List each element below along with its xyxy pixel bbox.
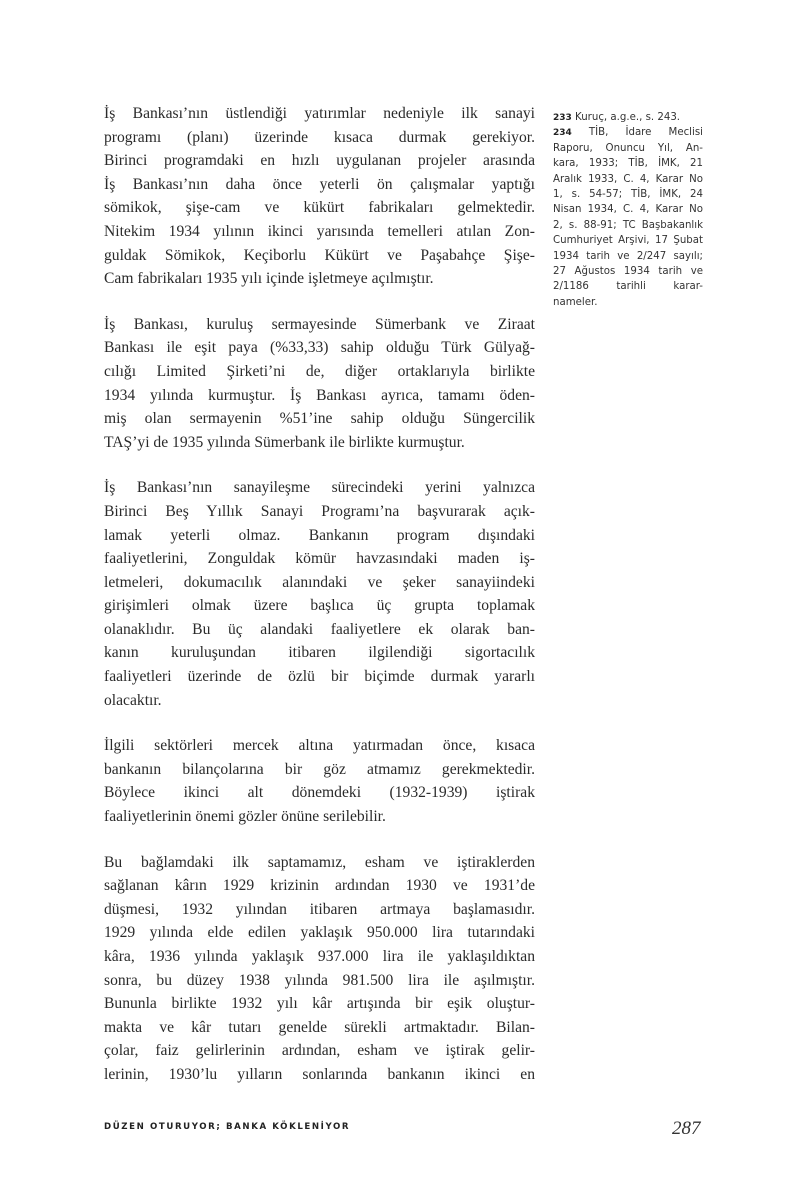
paragraph (104, 476, 535, 712)
text-line (104, 734, 535, 758)
text-line (104, 196, 535, 220)
text-line-content: Cam fabrikaları 1935 yılı içinde işletmeye açılmıştır. (104, 270, 434, 288)
text-line (104, 1016, 535, 1040)
text-line-content: İş Bankası’nın sanayileşme sürecindeki yerini yalnızca (104, 479, 535, 497)
text-line-content: sağlanan kârın 1929 krizinin ardından 1930 ve 1931’de (104, 877, 535, 895)
page-number: 287 (672, 1118, 701, 1139)
text-line (104, 945, 535, 969)
text-line (104, 384, 535, 408)
text-line (104, 665, 535, 689)
text-line-content: olacaktır. (104, 691, 162, 709)
note-text: Cumhuriyet Arşivi, 17 Şubat (553, 235, 703, 247)
text-line-content: İlgili sektörleri mercek altına yatırmadan önce, kısaca (104, 737, 535, 755)
text-line-content: kâra, 1936 yılında yaklaşık 937.000 lira ile yaklaşıldıktan (104, 948, 535, 965)
text-line (104, 781, 535, 805)
text-line-content: faaliyetlerinin önemi gözler önüne serilebilir. (104, 808, 386, 826)
note-line (553, 187, 703, 202)
text-line-content: sömikok, şişe-cam ve kükürt fabrikaları gelmektedir. (104, 199, 535, 217)
text-line-content: faaliyetleri üzerinde de özlü bir biçimde durmak yararlı (104, 668, 535, 686)
text-line-content: faaliyetlerini, Zonguldak kömür havzasındaki maden iş- (104, 550, 535, 568)
text-line-content: girişimleri olmak üzere başlıca üç grupta toplamak (104, 597, 535, 615)
text-line (104, 524, 535, 548)
paragraph (104, 734, 535, 828)
note-line (553, 249, 703, 264)
note-text: 1, s. 54-57; TİB, İMK, 24 (553, 188, 703, 200)
text-line-content: kanın kuruluşundan itibaren ilgilendiği sigortacılık (104, 644, 535, 662)
note-line (553, 295, 703, 310)
text-line (104, 360, 535, 384)
text-line (104, 921, 535, 945)
text-line (104, 1039, 535, 1063)
note-text: 1934 tarih ve 2/247 sayılı; (553, 250, 703, 262)
text-line (104, 898, 535, 922)
note-text: 27 Ağustos 1934 tarih ve (553, 265, 703, 277)
text-line (104, 500, 535, 524)
note-line (553, 156, 703, 171)
text-line-content: Birinci programdaki en hızlı uygulanan projeler arasında (104, 152, 535, 170)
text-line-content: Bankası ile eşit paya (%33,33) sahip olduğu Türk Gülyağ- (104, 339, 535, 357)
note-text: Aralık 1933, C. 4, Karar No (553, 173, 703, 185)
note-text: Kuruç, a.g.e., s. 243. (575, 112, 681, 123)
text-line-content: İş Bankası’nın üstlendiği yatırımlar nedeniyle ilk sanayi (104, 105, 535, 122)
text-line-content: Bununla birlikte 1932 yılı kâr artışında bir eşik oluştur- (104, 995, 535, 1013)
note-line (553, 279, 703, 294)
text-line (104, 173, 535, 197)
sidenotes-column (553, 110, 703, 310)
note-text: nameler. (553, 296, 598, 308)
text-line-content: sonra, bu düzey 1938 yılında 981.500 lira ile aşılmıştır. (104, 971, 535, 989)
text-line (104, 594, 535, 618)
text-line (104, 476, 535, 500)
text-line (104, 149, 535, 173)
text-line (104, 336, 535, 360)
note-text: TİB, İdare Meclisi (588, 127, 703, 139)
text-line (104, 851, 535, 875)
text-line (104, 220, 535, 244)
text-line-content: düşmesi, 1932 yılından itibaren artmaya başlamasıdır. (104, 900, 535, 918)
text-line-content: TAŞ’yi de 1935 yılında Sümerbank ile birlikte kurmuştur. (104, 433, 465, 451)
text-line-content: makta ve kâr tutarı genelde sürekli artmaktadır. Bilan- (104, 1018, 535, 1036)
note-line (553, 218, 703, 233)
note-line (553, 125, 703, 140)
text-line-content: letmeleri, dokumacılık alanındaki ve şeker sanayiindeki (104, 573, 535, 591)
text-line-content: cılığı Limited Şirketi’ni de, diğer ortaklarıyla birlikte (104, 362, 535, 380)
text-line-content: bankanın bilançolarına bir göz atmamız gerekmektedir. (104, 760, 535, 778)
text-line-content: lamak yeterli olmaz. Bankanın program dışındaki (104, 526, 535, 544)
sidenote-234 (553, 125, 703, 310)
note-line (553, 202, 703, 217)
text-line-content: Birinci Beş Yıllık Sanayi Programı’na başvurarak açık- (104, 502, 535, 520)
text-line (104, 641, 535, 665)
text-line-content: olanaklıdır. Bu üç alandaki faaliyetlere ek olarak ban- (104, 620, 535, 638)
note-line-content (553, 110, 703, 126)
text-line (104, 758, 535, 782)
text-line-content: 1934 yılında kurmuştur. İş Bankası ayrıca, tamamı öden- (104, 386, 535, 404)
footnote-number: 234 (553, 128, 572, 139)
footnote-number: 233 (553, 113, 572, 123)
text-line (104, 805, 535, 829)
note-line-content (553, 125, 703, 141)
text-line-content: miş olan sermayenin %51’ine sahip olduğu Süngercilik (104, 410, 535, 428)
main-text-column (104, 102, 535, 1109)
note-text: kara, 1933; TİB, İMK, 21 (553, 158, 703, 170)
text-line (104, 126, 535, 150)
paragraph (104, 313, 535, 455)
text-line-content: İş Bankası’nın daha önce yeterli ön çalışmalar yaptığı (104, 175, 535, 193)
note-text: Nisan 1934, C. 4, Karar No (553, 204, 703, 216)
note-text: Raporu, Onuncu Yıl, An- (553, 142, 703, 154)
text-line (104, 547, 535, 571)
text-line (104, 407, 535, 431)
text-line (104, 992, 535, 1016)
text-line (104, 689, 535, 713)
text-line-content: Nitekim 1934 yılının ikinci yarısında temelleri atılan Zon- (104, 222, 535, 240)
paragraph (104, 851, 535, 1087)
paragraph (104, 102, 535, 291)
note-line (553, 233, 703, 248)
text-line (104, 431, 535, 455)
note-line (553, 172, 703, 187)
text-line-content: lerinin, 1930’lu yılların sonlarında bankanın ikinci en (104, 1065, 535, 1083)
text-line-content: 1929 yılında elde edilen yaklaşık 950.000 lira tutarındaki (104, 924, 535, 942)
text-line (104, 267, 535, 291)
text-line (104, 571, 535, 595)
text-line-content: Böylece ikinci alt dönemdeki (1932-1939) iştirak (104, 784, 535, 802)
text-line (104, 969, 535, 993)
text-line-content: programı (planı) üzerinde kısaca durmak gerekiyor. (104, 128, 535, 146)
sidenote-233 (553, 110, 703, 125)
text-line-content: İş Bankası, kuruluş sermayesinde Sümerbank ve Ziraat (104, 315, 535, 333)
text-line-content: çolar, faiz gelirlerinin ardından, esham ve iştirak gelir- (104, 1042, 535, 1060)
note-line (553, 264, 703, 279)
note-line (553, 141, 703, 156)
text-line (104, 313, 535, 337)
text-line (104, 102, 535, 126)
text-line (104, 618, 535, 642)
note-text: 2/1186 tarihli karar- (553, 281, 703, 293)
text-line-content: guldak Sömikok, Keçiborlu Kükürt ve Paşabahçe Şişe- (104, 246, 535, 264)
text-line (104, 874, 535, 898)
note-line (553, 110, 703, 125)
running-title: DÜZEN OTURUYOR; BANKA KÖKLENİYOR (104, 1122, 351, 1132)
text-line (104, 244, 535, 268)
text-line-content: Bu bağlamdaki ilk saptamamız, esham ve iştiraklerden (104, 853, 535, 871)
text-line (104, 1063, 535, 1087)
note-text: 2, s. 88-91; TC Başbakanlık (553, 219, 703, 231)
